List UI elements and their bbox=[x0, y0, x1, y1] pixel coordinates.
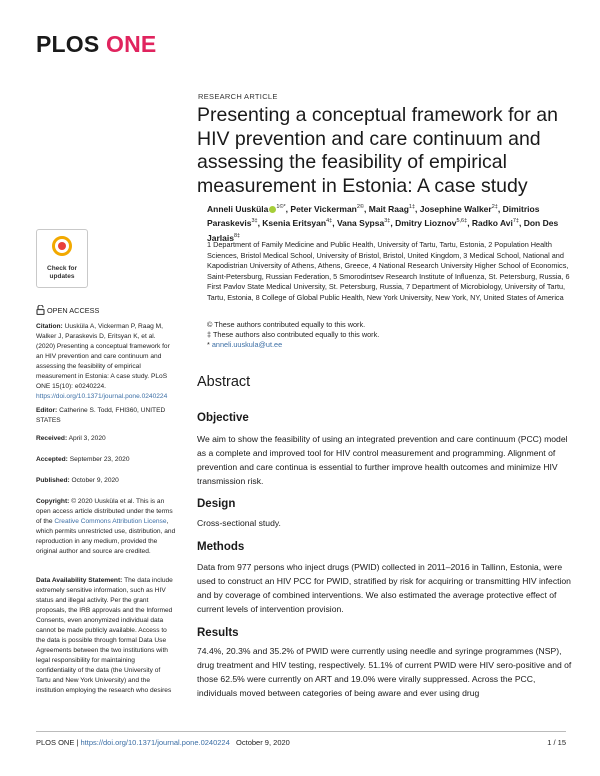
published-label: Published: bbox=[36, 477, 70, 484]
author-affiliation-marker: 4‡ bbox=[326, 218, 333, 225]
badge-line2: updates bbox=[49, 272, 75, 280]
data-availability-label: Data Availability Statement: bbox=[36, 577, 123, 584]
published-text: October 9, 2020 bbox=[71, 477, 119, 484]
footer-date: October 9, 2020 bbox=[236, 738, 290, 747]
published-block bbox=[36, 476, 176, 486]
journal-logo[interactable] bbox=[36, 31, 156, 58]
copyright-text-1: © 2020 Uusküla et al. This is an open access article distributed under the terms of the bbox=[36, 498, 173, 525]
email-link[interactable]: anneli.uuskula@ut.ee bbox=[211, 340, 283, 349]
author-name: Don Des Jarlais bbox=[207, 218, 559, 243]
open-lock-icon bbox=[36, 305, 45, 315]
received-block bbox=[36, 434, 176, 444]
copyright-block bbox=[36, 497, 176, 557]
objective-heading: Objective bbox=[197, 412, 249, 424]
crossmark-icon bbox=[52, 236, 72, 256]
author-name: Mait Raag bbox=[368, 203, 409, 214]
editor-text: Catherine S. Todd, FHI360, UNITED STATES bbox=[36, 407, 166, 424]
cc-license-link[interactable]: Creative Commons Attribution License bbox=[54, 518, 167, 525]
copyright-label: Copyright: bbox=[36, 498, 70, 505]
footer-journal: PLOS ONE bbox=[36, 738, 75, 747]
check-for-updates-badge[interactable] bbox=[36, 229, 88, 288]
accepted-text: September 23, 2020 bbox=[69, 456, 130, 463]
methods-heading: Methods bbox=[197, 541, 245, 553]
author-notes bbox=[207, 320, 582, 350]
abstract-heading: Abstract bbox=[197, 374, 251, 390]
logo-plos: PLOS bbox=[36, 31, 100, 57]
author-affiliation-marker: 2© bbox=[356, 204, 364, 210]
citation-text: Uusküla A, Vickerman P, Raag M, Walker J, Paraskevis D, Eritsyan K, et al. (2020) Presenting a conceptual framework for an HIV prevention and care continuum and assessing the feasibility of empirical measurement in Estonia: A case study. PLoS ONE 15(10): e0240224. bbox=[36, 323, 170, 390]
editor-block bbox=[36, 406, 176, 426]
objective-text: We aim to show the feasibility of using an integrated prevention and care continuum (PCC) model as a complete and improved tool for HIV control measurement and programming. Alignment of prevention and care continua is essential to further improve health outcomes and minimize HIV transmission risk. bbox=[197, 434, 568, 486]
editor-label: Editor: bbox=[36, 407, 58, 414]
logo-one: ONE bbox=[99, 31, 157, 57]
author-affiliation-marker: 2‡ bbox=[491, 204, 498, 210]
accepted-label: Accepted: bbox=[36, 456, 68, 463]
equal-contribution-note: © These authors contributed equally to this work. bbox=[207, 320, 366, 329]
footer-divider bbox=[36, 731, 566, 732]
author-affiliation-marker: 1©* bbox=[276, 204, 286, 210]
author-affiliation-marker: 8‡ bbox=[233, 232, 241, 239]
author-affiliation-marker: 7‡ bbox=[512, 218, 519, 225]
results-text: 74.4%, 20.3% and 35.2% of PWID were currently using needle and syringe programmes (NSP), drug treatment and HIV testing, respectively. 51.1% of current PWID were HIV sero-positive and of those 62.5% were currently on ART and 19.0% were virally suppressed. Across the PCC, individuals moved between categories of being aware and ever using drug bbox=[197, 646, 572, 698]
results-heading: Results bbox=[197, 627, 239, 639]
author-name: Josephine Walker bbox=[419, 203, 492, 214]
author-name: Radko Avi bbox=[471, 218, 513, 229]
received-label: Received: bbox=[36, 435, 68, 442]
page-number: 1 / 15 bbox=[547, 738, 566, 747]
citation-block bbox=[36, 322, 176, 402]
author-name: Dmitry Lioznov bbox=[395, 218, 457, 229]
affiliations: 1 Department of Family Medicine and Public Health, University of Tartu, Tartu, Estonia, 2 Population Health Sciences, Bristol Medical School, University of Bristol, Bristol, United Kingdom, 3 Medical School, National and Kapodistrian University of Athens, Athens, Greece, 4 National Research University Higher School of Economics, Saint-Petersburg, Russian Federation, 5 Smorodintsev Research Institute of Influenza, St. Petersburg, Russia, 6 First Pavlov State Medical University, St. Petersburg, Russia, 7 Department of Microbiology, University of Tartu, Tartu, Estonia, 8 College of Global Public Health, New York University, New York, NY, United States of America bbox=[207, 240, 570, 302]
author-name: Dimitrios Paraskevis bbox=[207, 203, 540, 229]
author-name: Anneli Uusküla bbox=[207, 203, 269, 214]
author-name: Vana Sypsa bbox=[336, 218, 385, 229]
also-equal-contribution-note: ‡ These authors also contributed equally to this work. bbox=[207, 330, 380, 339]
open-access-label bbox=[36, 305, 99, 315]
article-title: Presenting a conceptual framework for an HIV prevention and care continuum and assessing the feasibility of empirical measurement in Estonia: A case study bbox=[197, 104, 558, 197]
citation-label: Citation: bbox=[36, 323, 63, 330]
author-name: Peter Vickerman bbox=[290, 203, 357, 214]
accepted-block bbox=[36, 455, 176, 465]
badge-label bbox=[37, 265, 87, 280]
footer-separator: | bbox=[74, 738, 81, 747]
corresponding-email bbox=[207, 340, 582, 350]
badge-line1: Check for bbox=[47, 265, 77, 272]
open-access-text: OPEN ACCESS bbox=[47, 306, 100, 315]
citation-doi-link[interactable]: https://doi.org/10.1371/journal.pone.0240224 bbox=[36, 393, 168, 400]
design-text: Cross-sectional study. bbox=[197, 518, 281, 528]
author-list: Anneli Uusküla $^{1©*}$, Peter Vickerman$^{2©}$, Mait Raag$^{1\ddagger}$, Josephine Walker$^{2\ddagger}$, Dimitrios Paraskevis$^{3\ddagger}$, Ksenia Eritsyan$^{4\ddagger}$, Vana Sypsa$^{3\ddagger}$, Dmitry Lioznov$^{5,6\ddagger}$, Radko Avi$^{7\ddagger}$, Don Des Jarlais$^{8\ddagger}$ bbox=[207, 203, 559, 243]
author-affiliation-marker: 1‡ bbox=[408, 204, 416, 210]
author-affiliation-marker: 5,6‡ bbox=[456, 218, 468, 225]
data-availability-block bbox=[36, 576, 176, 696]
received-text: April 3, 2020 bbox=[68, 435, 106, 442]
page-footer bbox=[36, 738, 566, 747]
article-type: RESEARCH ARTICLE bbox=[198, 92, 278, 101]
design-heading: Design bbox=[197, 498, 236, 510]
footer-doi-link[interactable]: https://doi.org/10.1371/journal.pone.0240224 bbox=[80, 738, 230, 747]
author-affiliation-marker: 3‡ bbox=[251, 218, 258, 225]
author-affiliation-marker: 3‡ bbox=[384, 218, 391, 225]
email-prefix: * bbox=[207, 340, 212, 349]
methods-text: Data from 977 persons who inject drugs (PWID) collected in 2011–2016 in Tallinn, Estonia, were used to construct an HIV PCC for PWID, stratified by risk for acquiring or transmitting HIV infection and by coverage of combined interventions. We also estimated the average protective effect of current levels of intervention provision. bbox=[197, 562, 571, 614]
copyright-text-2: , which permits unrestricted use, distribution, and reproduction in any medium, provided the original author and source are credited. bbox=[36, 518, 176, 555]
author-name: Ksenia Eritsyan bbox=[262, 218, 327, 229]
data-availability-text: The data include extremely sensitive information, such as HIV status and illegal activity. Per the grant proposals, the IRB approvals and the Informed Consents, even anonymized individual data cannot be made publicly available. Access to the data is possible through formal Data Use Agreements between the two institutions with legal responsibility for maintaining confidentiality of the data (the University of Tartu and New York University) and the institution employing the research who desires bbox=[36, 577, 173, 694]
